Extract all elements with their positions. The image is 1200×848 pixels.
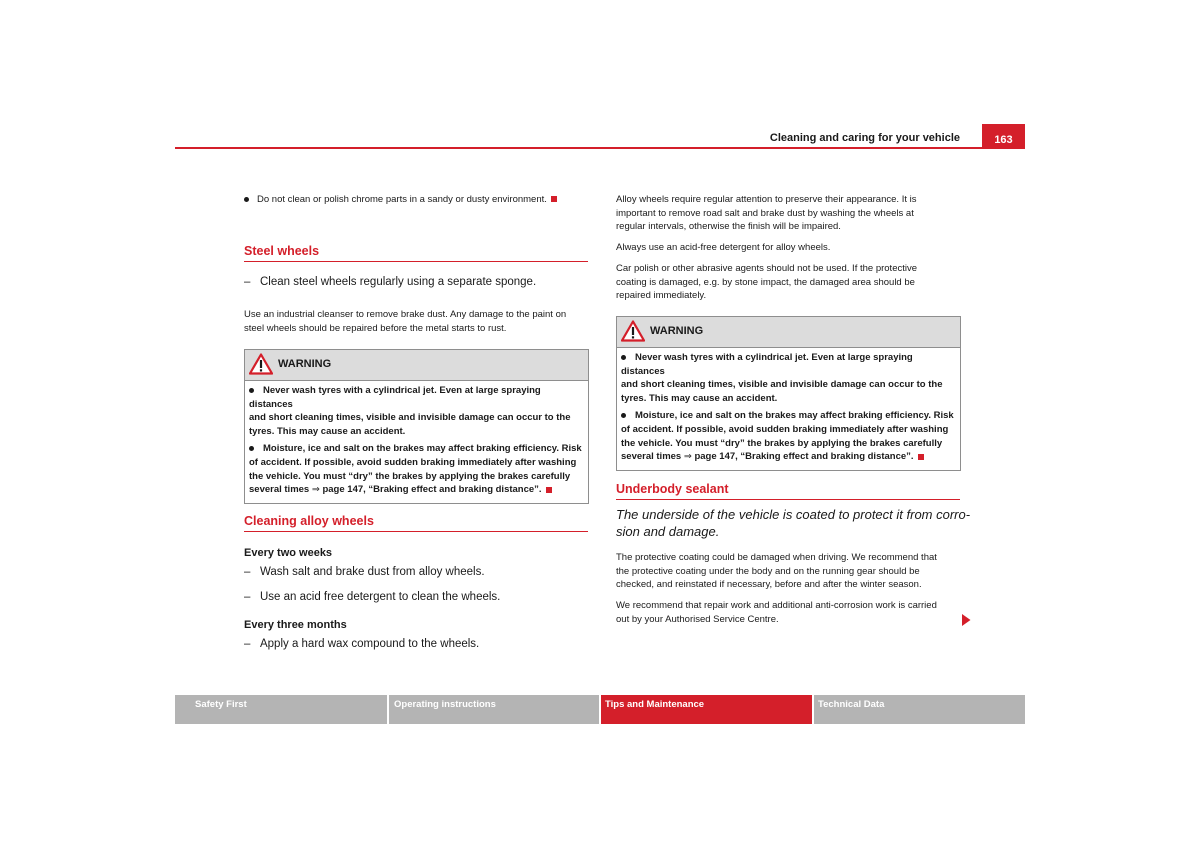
warning-item: Never wash tyres with a cylindrical jet. Even at large spraying distances and short cleaning times, visible and invisible damage can occur to the tyres. This may cause an accident. [621,352,943,404]
warning-item: Moisture, ice and salt on the brakes may affect braking efficiency. Risk of accident. If possible, avoid sudden braking immediately after washing the vehicle. You must “dry” the brakes by applying the brakes carefully several times ⇒ page 147, “Braking effect and braking distance”. [249,443,582,496]
alloy-step: – Wash salt and brake dust from alloy wheels. [244,566,485,578]
end-square-icon [546,487,552,493]
warning-body [617,348,960,470]
underbody-lead: The underside of the vehicle is coated to protect it from corro- sion and damage. [616,507,971,539]
page-reference-link[interactable]: page 147, “Braking effect and braking distance”. [694,451,914,463]
warning-item: Moisture, ice and salt on the brakes may affect braking efficiency. Risk of accident. If possible, avoid sudden braking immediately after washing the vehicle. You must “dry” the brakes by applying the brakes carefully several times ⇒ page 147, “Braking effect and braking distance”. [621,410,954,463]
every-three-months-label: Every three months [244,619,347,631]
steel-wheels-heading: Steel wheels [244,244,320,258]
underbody-paragraph-2: We recommend that repair work and additional anti-corrosion work is carried out by your Authorised Service Centre. [616,600,937,625]
warning-item: Never wash tyres with a cylindrical jet. Even at large spraying distances and short cleaning times, visible and invisible damage can occur to the tyres. This may cause an accident. [249,385,571,437]
bullet-icon [621,355,626,360]
header-rule [175,147,1025,149]
every-two-weeks-label: Every two weeks [244,547,333,559]
cleaning-alloy-heading: Cleaning alloy wheels [244,514,374,528]
continue-arrow-icon [962,614,971,626]
underbody-paragraph-1: The protective coating could be damaged when driving. We recommend that the protective coating under the body and on the running gear should be checked, and reinstated if necessary, before and after the winter season. [616,552,937,591]
heading-rule [616,499,960,500]
alloy-step: – Apply a hard wax compound to the wheels. [244,638,480,650]
chrome-bullet: Do not clean or polish chrome parts in a sandy or dusty environment. [244,193,589,207]
page-number: 163 [982,124,1025,149]
heading-rule [244,261,588,262]
steel-step: – Clean steel wheels regularly using a separate sponge. [244,276,537,288]
warning-header [617,317,960,348]
tab-operating-instructions[interactable]: Operating instructions [389,695,599,724]
tab-tips-and-maintenance[interactable]: Tips and Maintenance [601,695,812,724]
underbody-sealant-heading: Underbody sealant [616,482,729,496]
warning-title: WARNING [650,325,704,337]
warning-box-right [616,316,961,471]
warning-triangle-icon [621,320,645,342]
running-header-title: Cleaning and caring for your vehicle [769,132,960,144]
bullet-icon [244,197,249,202]
tab-safety-first[interactable]: Safety First [175,695,387,724]
warning-body [245,381,588,503]
page-reference-link[interactable]: page 147, “Braking effect and braking distance”. [322,484,542,496]
warning-box-left [244,349,589,504]
steel-paragraph: Use an industrial cleanser to remove brake dust. Any damage to the paint on steel wheels should be repaired before the metal starts to rust. [244,309,567,334]
bullet-icon [621,413,626,418]
warning-header [245,350,588,381]
alloy-care-paragraph: Alloy wheels require regular attention to preserve their appearance. It is important to remove road salt and brake dust by washing the wheels at regular intervals, otherwise the finish will be impaired. [616,194,917,233]
bullet-icon [249,388,254,393]
alloy-step: – Use an acid free detergent to clean the wheels. [244,591,501,603]
tab-technical-data[interactable]: Technical Data [814,695,1025,724]
bullet-icon [249,446,254,451]
warning-title: WARNING [278,358,332,370]
end-square-icon [551,196,557,202]
end-square-icon [918,454,924,460]
acid-free-paragraph: Always use an acid-free detergent for alloy wheels. [616,242,831,253]
warning-triangle-icon [249,353,273,375]
heading-rule [244,531,588,532]
polish-paragraph: Car polish or other abrasive agents should not be used. If the protective coating is damaged, e.g. by stone impact, the damaged area should be repaired immediately. [616,263,918,302]
